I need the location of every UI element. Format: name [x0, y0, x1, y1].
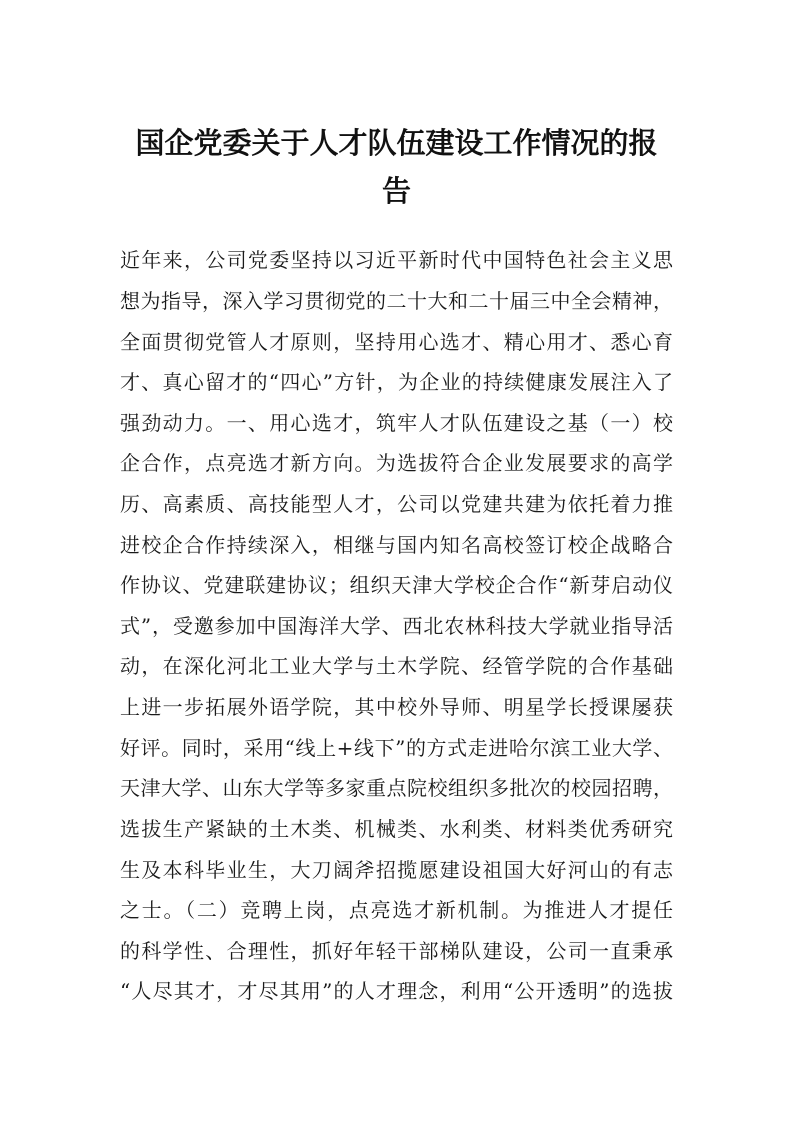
body-line: 近年来，公司党委坚持以习近平新时代中国特色社会主义思	[120, 248, 673, 272]
body-line: “人尽其才，才尽其用”的人才理念，利用“公开透明”的选拔	[120, 979, 673, 1003]
body-line: 想为指导，深入学习贯彻党的二十大和二十届三中全会精神，	[120, 289, 673, 313]
body-line: 企合作，点亮选才新方向。为选拔符合企业发展要求的高学	[120, 451, 673, 475]
body-line: 作协议、党建联建协议；组织天津大学校企合作“新芽启动仪	[120, 573, 673, 597]
body-line: 历、高素质、高技能型人才，公司以党建共建为依托着力推	[120, 492, 673, 516]
document-title-line-2: 告	[381, 174, 411, 208]
body-line: 好评。同时，采用“线上+线下”的方式走进哈尔滨工业大学、	[120, 736, 673, 760]
body-line: 进校企合作持续深入，相继与国内知名高校签订校企战略合	[120, 533, 673, 557]
body-line: 动，在深化河北工业大学与土木学院、经管学院的合作基础	[120, 654, 673, 678]
body-line: 生及本科毕业生，大刀阔斧招揽愿建设祖国大好河山的有志	[120, 858, 673, 882]
body-line: 式”，受邀参加中国海洋大学、西北农林科技大学就业指导活	[120, 614, 673, 638]
body-line: 天津大学、山东大学等多家重点院校组织多批次的校园招聘，	[120, 776, 673, 800]
body-line: 的科学性、合理性，抓好年轻干部梯队建设，公司一直秉承	[120, 939, 673, 963]
body-line: 强劲动力。一、用心选才，筑牢人才队伍建设之基（一）校	[120, 411, 673, 435]
body-line: 全面贯彻党管人才原则，坚持用心选才、精心用才、悉心育	[120, 330, 673, 354]
body-line: 才、真心留才的“四心”方针，为企业的持续健康发展注入了	[120, 370, 673, 394]
body-line: 之士。（二）竞聘上岗，点亮选才新机制。为推进人才提任	[120, 898, 673, 922]
body-line: 上进一步拓展外语学院，其中校外导师、明星学长授课屡获	[120, 695, 673, 719]
body-line: 选拔生产紧缺的土木类、机械类、水利类、材料类优秀研究	[120, 817, 673, 841]
document-title-line-1: 国企党委关于人才队伍建设工作情况的报	[135, 126, 658, 160]
